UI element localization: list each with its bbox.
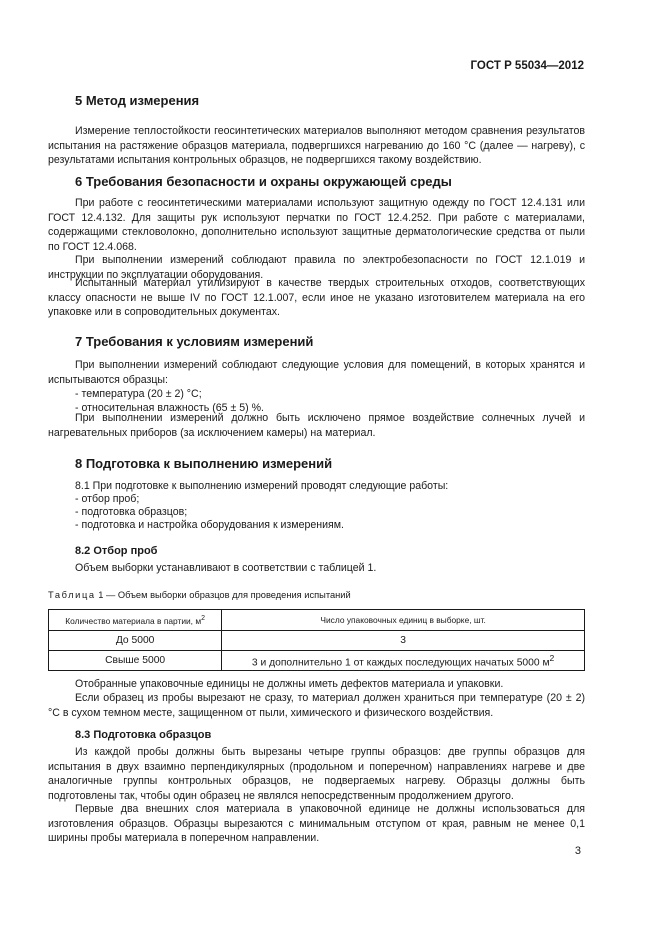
subsection-8-3-paragraph-2: Первые два внешних слоя материала в упаковочной единице не должны использоваться для изготовления образцов. Образцы вырезаются с минимальным отступом от края, равным не менее 0,1 ширины пробы материала в поперечном направлении.: [48, 803, 585, 845]
table-row: [49, 651, 585, 671]
table-header-package-count: Число упаковочных единиц в выборке, шт.: [222, 610, 585, 631]
standard-number: ГОСТ Р 55034—2012: [470, 60, 584, 72]
section-6-paragraph-1: При работе с геосинтетическими материалами используют защитную одежду по ГОСТ 12.4.131 или ГОСТ 12.4.132. Для защиты рук используют перчатки по ГОСТ 12.4.252. При работе с материалами, содержащими стекловолокно, дополнительно используют защитные дерматологические средства от пыли по ГОСТ 12.4.068.: [48, 197, 585, 253]
table-header-row: [49, 610, 585, 631]
table-row: [49, 631, 585, 651]
subsection-8-2-paragraph-1: Объем выборки устанавливают в соответствии с таблицей 1.: [75, 562, 377, 574]
subsection-8-2-title: 8.2 Отбор проб: [75, 545, 158, 557]
table-header-material-quantity: Количество материала в партии, $м^2$: [49, 610, 222, 631]
section-8-1-item-sampling: - отбор проб;: [75, 493, 140, 505]
table-cell: До 5000: [49, 631, 222, 651]
section-5-title: 5 Метод измерения: [75, 93, 200, 108]
subsection-8-2-paragraph-2: Отобранные упаковочные единицы не должны иметь дефектов материала и упаковки.: [75, 678, 504, 690]
section-8-1-intro: 8.1 При подготовке к выполнению измерений проводят следующие работы:: [75, 480, 449, 492]
section-7-title: 7 Требования к условиям измерений: [75, 334, 314, 349]
section-6-title: 6 Требования безопасности и охраны окружающей среды: [75, 174, 452, 189]
table-1-caption: Таблица 1 — Объем выборки образцов для проведения испытаний: [48, 590, 351, 600]
subsection-8-3-title: 8.3 Подготовка образцов: [75, 729, 212, 741]
section-7-paragraph-1: При выполнении измерений соблюдают следующие условия для помещений, в которых хранятся и испытываются образцы:: [48, 359, 585, 386]
table-1: [48, 609, 585, 671]
table-cell: 3 и дополнительно 1 от каждых последующих начатых 5000 $м^2$: [222, 651, 585, 671]
section-8-1-item-equipment: - подготовка и настройка оборудования к измерениям.: [75, 519, 344, 531]
section-6-paragraph-2: При выполнении измерений соблюдают правила по электробезопасности по ГОСТ 12.1.019 и инструкции по эксплуатации оборудования.: [48, 254, 585, 281]
section-5-paragraph-1: Измерение теплостойкости геосинтетических материалов выполняют методом сравнения результатов испытания на растяжение образцов материала, подвергшихся нагреванию до 160 °С (далее — нагреву), с результатами испытания контрольных образцов, не подвергшихся такому воздействию.: [48, 125, 585, 167]
table-cell: Свыше 5000: [49, 651, 222, 671]
section-7-item-temperature: - температура (20 ± 2) °С;: [75, 388, 202, 400]
section-7-item-humidity: - относительная влажность (65 ± 5) %.: [75, 402, 264, 414]
section-8-1-item-specimens: - подготовка образцов;: [75, 506, 188, 518]
section-7-paragraph-2: При выполнении измерений должно быть исключено прямое воздействие солнечных лучей и нагревательных приборов (за исключением камеры) на материал.: [48, 412, 585, 439]
table-cell: 3: [222, 631, 585, 651]
subsection-8-2-paragraph-3: Если образец из пробы вырезают не сразу, то материал должен храниться при температуре (20 ± 2) °С в сухом темном месте, защищенном от пыли, химического и физического воздействия.: [48, 692, 585, 719]
page-number: 3: [574, 845, 581, 857]
section-6-paragraph-3: Испытанный материал утилизируют в качестве твердых строительных отходов, соответствующих классу опасности не выше IV по ГОСТ 12.1.007, если иное не указано изготовителем материала на его упаковке или в сопроводительных документах.: [48, 277, 585, 319]
section-8-title: 8 Подготовка к выполнению измерений: [75, 456, 333, 471]
subsection-8-3-paragraph-1: Из каждой пробы должны быть вырезаны четыре группы образцов: две группы образцов для испытания в двух взаимно перпендикулярных (продольном и поперечном) направлениях нагреве и две аналогичные группы контрольных образцов, не подвергаемых нагреву. Образцы должны быть подготовлены так, чтобы один образец не являлся непосредственным продолжением другого.: [48, 746, 585, 802]
